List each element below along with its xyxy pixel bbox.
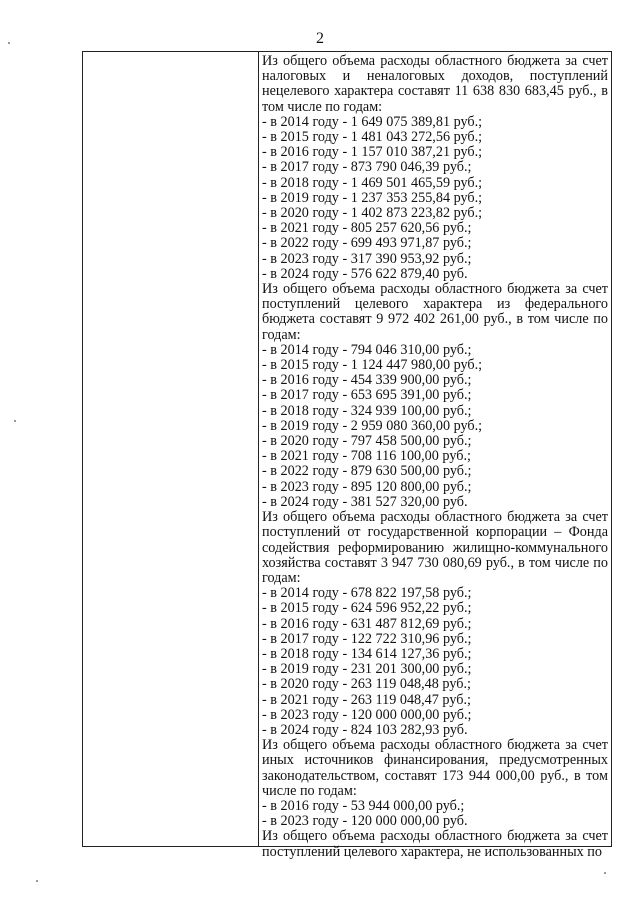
- year-amount-line: - в 2019 году - 1 237 353 255,84 руб.;: [262, 189, 483, 206]
- year-amount-line: - в 2023 году - 317 390 953,92 руб.;: [262, 250, 472, 267]
- scan-speck: [14, 420, 16, 422]
- year-amount-line: - в 2018 году - 324 939 100,00 руб.;: [262, 402, 472, 419]
- funding-text-cell: [262, 54, 608, 860]
- year-amount-line: - в 2019 году - 231 201 300,00 руб.;: [262, 661, 472, 678]
- year-amount-line: - в 2023 году - 895 120 800,00 руб.;: [262, 478, 472, 495]
- year-amount-line: - в 2020 году - 797 458 500,00 руб.;: [262, 433, 472, 450]
- year-amount-line: - в 2014 году - 794 046 310,00 руб.;: [262, 341, 472, 358]
- year-amount-line: - в 2024 году - 381 527 320,00 руб.: [262, 493, 468, 510]
- year-amount-line: - в 2015 году - 1 481 043 272,56 руб.;: [262, 129, 483, 146]
- year-amount-line: - в 2016 году - 53 944 000,00 руб.;: [262, 797, 465, 814]
- year-amount-line: - в 2024 году - 824 103 282,93 руб.: [262, 721, 468, 738]
- year-amount-line: - в 2017 году - 873 790 046,39 руб.;: [262, 159, 472, 176]
- year-amount-line: - в 2022 году - 879 630 500,00 руб.;: [262, 463, 472, 480]
- column-divider: [258, 52, 259, 846]
- scan-speck: [36, 880, 38, 882]
- year-amount-line: - в 2017 году - 122 722 310,96 руб.;: [262, 630, 472, 647]
- year-amount-line: - в 2018 году - 134 614 127,36 руб.;: [262, 645, 472, 662]
- year-amount-line: - в 2022 году - 699 493 971,87 руб.;: [262, 235, 472, 252]
- year-amount-line: - в 2021 году - 708 116 100,00 руб.;: [262, 448, 471, 465]
- year-amount-line: - в 2021 году - 805 257 620,56 руб.;: [262, 220, 472, 237]
- year-amount-line: - в 2015 году - 624 596 952,22 руб.;: [262, 600, 472, 617]
- section-intro: Из общего объема расходы областного бюджета за счет поступлений от государственной корпорации – Фонда содействия реформированию жилищно-коммунального хозяйства составят 3 947 730 080,69 руб., в том числе по годам:: [262, 509, 608, 586]
- year-amount-line: - в 2019 году - 2 959 080 360,00 руб.;: [262, 417, 483, 434]
- year-amount-line: - в 2016 году - 1 157 010 387,21 руб.;: [262, 144, 483, 161]
- scan-speck: [8, 42, 10, 44]
- section-intro: Из общего объема расходы областного бюджета за счет поступлений целевого характера, не использованных по: [262, 828, 608, 860]
- year-amount-line: - в 2024 году - 576 622 879,40 руб.: [262, 265, 468, 282]
- year-amount-line: - в 2016 году - 631 487 812,69 руб.;: [262, 615, 472, 632]
- year-amount-line: - в 2023 году - 120 000 000,00 руб.: [262, 813, 468, 830]
- year-amount-line: - в 2016 году - 454 339 900,00 руб.;: [262, 372, 472, 389]
- year-amount-line: - в 2020 году - 263 119 048,48 руб.;: [262, 676, 471, 693]
- section-intro: Из общего объема расходы областного бюджета за счет иных источников финансирования, предусмотренных законодательством, составят 173 944 000,00 руб., в том числе по годам:: [262, 737, 608, 799]
- year-amount-line: - в 2021 году - 263 119 048,47 руб.;: [262, 691, 471, 708]
- budget-table: [82, 51, 612, 860]
- year-amount-line: - в 2017 году - 653 695 391,00 руб.;: [262, 387, 472, 404]
- scan-speck: [604, 872, 606, 874]
- year-amount-line: - в 2023 году - 120 000 000,00 руб.;: [262, 706, 472, 723]
- page-number: 2: [316, 30, 324, 47]
- year-amount-line: - в 2015 году - 1 124 447 980,00 руб.;: [262, 357, 483, 374]
- section-intro: Из общего объема расходы областного бюджета за счет налоговых и неналоговых доходов, поступлений нецелевого характера составят 11 638 830 683,45 руб., в том числе по годам:: [262, 53, 608, 115]
- year-amount-line: - в 2014 году - 1 649 075 389,81 руб.;: [262, 113, 483, 130]
- year-amount-line: - в 2018 году - 1 469 501 465,59 руб.;: [262, 174, 483, 191]
- year-amount-line: - в 2020 году - 1 402 873 223,82 руб.;: [262, 205, 483, 222]
- year-amount-line: - в 2014 году - 678 822 197,58 руб.;: [262, 585, 472, 602]
- section-intro: Из общего объема расходы областного бюджета за счет поступлений целевого характера из федерального бюджета составят 9 972 402 261,00 руб., в том числе по годам:: [262, 281, 608, 343]
